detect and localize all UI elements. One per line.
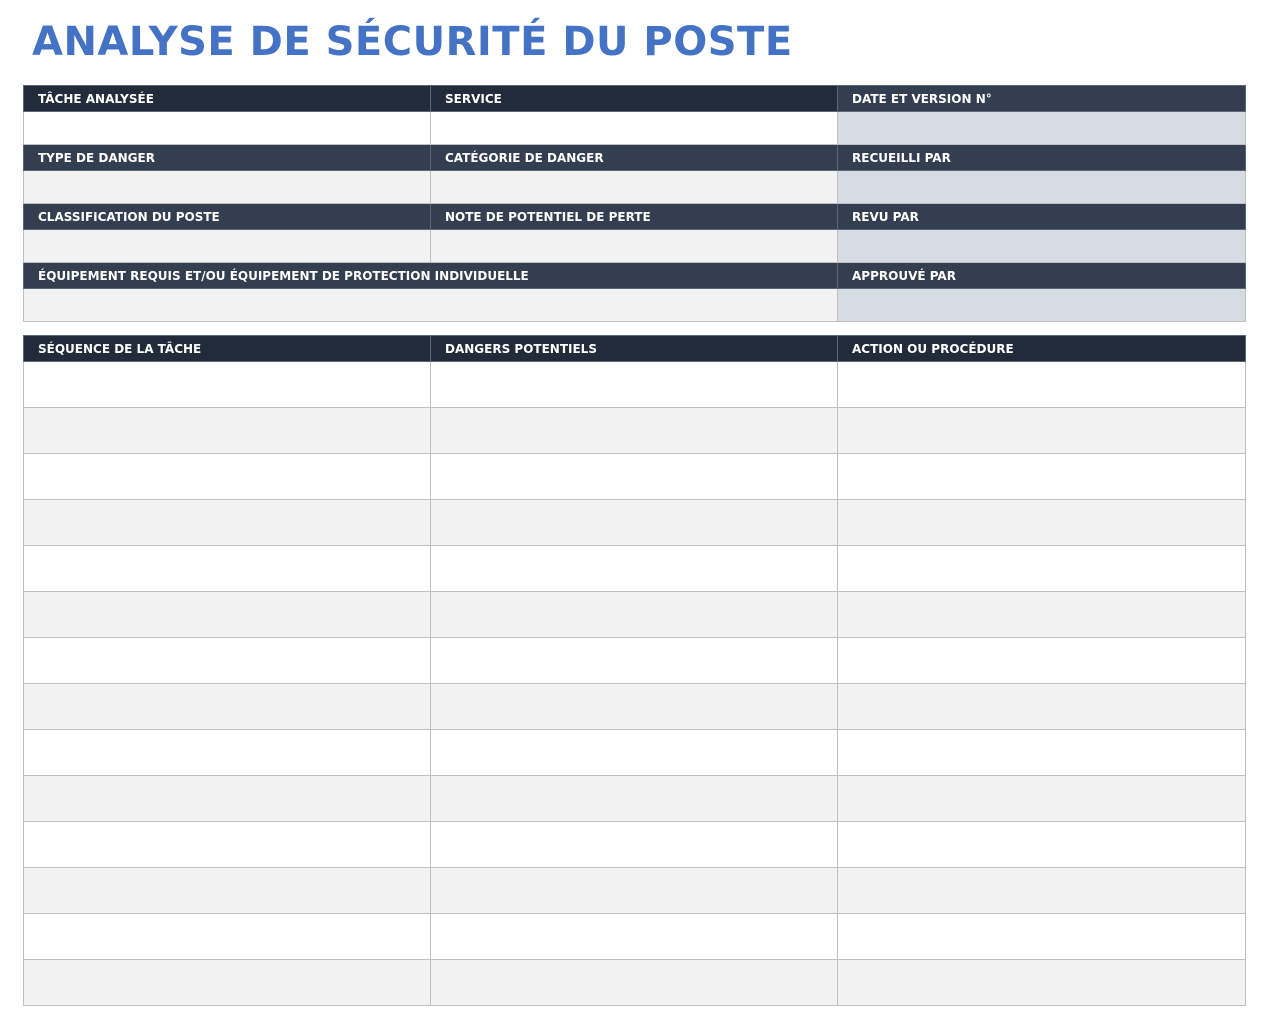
- task-sequence-cell[interactable]: [24, 822, 431, 868]
- date-version-label: DATE ET VERSION N°: [838, 86, 1246, 112]
- potential-hazards-cell[interactable]: [431, 546, 838, 592]
- task-sequence-cell[interactable]: [24, 776, 431, 822]
- table-row: [24, 730, 1246, 776]
- loss-potential-field[interactable]: [431, 230, 838, 263]
- task-sequence-cell[interactable]: [24, 454, 431, 500]
- table-row: [24, 684, 1246, 730]
- potential-hazards-header: DANGERS POTENTIELS: [431, 336, 838, 362]
- action-procedure-cell[interactable]: [838, 776, 1246, 822]
- table-row: [24, 592, 1246, 638]
- job-classification-field[interactable]: [24, 230, 431, 263]
- page-title: ANALYSE DE SÉCURITÉ DU POSTE: [32, 19, 793, 65]
- date-version-field[interactable]: [838, 112, 1246, 145]
- task-sequence-cell[interactable]: [24, 408, 431, 454]
- action-procedure-cell[interactable]: [838, 638, 1246, 684]
- action-procedure-cell[interactable]: [838, 684, 1246, 730]
- task-sequence-cell[interactable]: [24, 500, 431, 546]
- task-sequence-cell[interactable]: [24, 592, 431, 638]
- approved-by-label: APPROUVÉ PAR: [838, 263, 1246, 289]
- task-sequence-header: SÉQUENCE DE LA TÂCHE: [24, 336, 431, 362]
- action-procedure-cell[interactable]: [838, 500, 1246, 546]
- potential-hazards-cell[interactable]: [431, 362, 838, 408]
- required-equipment-label: ÉQUIPEMENT REQUIS ET/OU ÉQUIPEMENT DE PROTECTION INDIVIDUELLE: [24, 263, 838, 289]
- potential-hazards-cell[interactable]: [431, 730, 838, 776]
- task-analyzed-label: TÂCHE ANALYSÉE: [24, 86, 431, 112]
- potential-hazards-cell[interactable]: [431, 914, 838, 960]
- table-row: [24, 638, 1246, 684]
- reviewed-by-label: REVU PAR: [838, 204, 1246, 230]
- potential-hazards-cell[interactable]: [431, 868, 838, 914]
- potential-hazards-cell[interactable]: [431, 684, 838, 730]
- hazard-type-field[interactable]: [24, 171, 431, 204]
- task-sequence-cell[interactable]: [24, 362, 431, 408]
- table-row: [24, 960, 1246, 1006]
- task-steps-table: [23, 335, 1246, 1006]
- table-row: [24, 822, 1246, 868]
- action-procedure-cell[interactable]: [838, 822, 1246, 868]
- task-sequence-cell[interactable]: [24, 546, 431, 592]
- job-classification-label: CLASSIFICATION DU POSTE: [24, 204, 431, 230]
- potential-hazards-cell[interactable]: [431, 408, 838, 454]
- task-analyzed-field[interactable]: [24, 112, 431, 145]
- required-equipment-field[interactable]: [24, 289, 838, 322]
- potential-hazards-cell[interactable]: [431, 822, 838, 868]
- service-label: SERVICE: [431, 86, 838, 112]
- task-sequence-cell[interactable]: [24, 684, 431, 730]
- hazard-type-label: TYPE DE DANGER: [24, 145, 431, 171]
- action-procedure-cell[interactable]: [838, 868, 1246, 914]
- task-sequence-cell[interactable]: [24, 638, 431, 684]
- action-procedure-cell[interactable]: [838, 730, 1246, 776]
- action-procedure-cell[interactable]: [838, 454, 1246, 500]
- action-procedure-cell[interactable]: [838, 546, 1246, 592]
- collected-by-label: RECUEILLI PAR: [838, 145, 1246, 171]
- action-procedure-cell[interactable]: [838, 592, 1246, 638]
- task-sequence-cell[interactable]: [24, 730, 431, 776]
- task-sequence-cell[interactable]: [24, 960, 431, 1006]
- table-row: [24, 914, 1246, 960]
- action-procedure-cell[interactable]: [838, 362, 1246, 408]
- loss-potential-label: NOTE DE POTENTIEL DE PERTE: [431, 204, 838, 230]
- potential-hazards-cell[interactable]: [431, 776, 838, 822]
- action-procedure-cell[interactable]: [838, 960, 1246, 1006]
- approved-by-field[interactable]: [838, 289, 1246, 322]
- task-sequence-cell[interactable]: [24, 914, 431, 960]
- reviewed-by-field[interactable]: [838, 230, 1246, 263]
- potential-hazards-cell[interactable]: [431, 454, 838, 500]
- potential-hazards-cell[interactable]: [431, 500, 838, 546]
- potential-hazards-cell[interactable]: [431, 638, 838, 684]
- action-procedure-cell[interactable]: [838, 408, 1246, 454]
- action-procedure-cell[interactable]: [838, 914, 1246, 960]
- action-procedure-header: ACTION OU PROCÉDURE: [838, 336, 1246, 362]
- table-row: [24, 776, 1246, 822]
- table-row: [24, 362, 1246, 408]
- potential-hazards-cell[interactable]: [431, 960, 838, 1006]
- service-field[interactable]: [431, 112, 838, 145]
- task-steps-body: [24, 362, 1246, 1006]
- potential-hazards-cell[interactable]: [431, 592, 838, 638]
- table-row: [24, 868, 1246, 914]
- hazard-category-label: CATÉGORIE DE DANGER: [431, 145, 838, 171]
- table-row: [24, 408, 1246, 454]
- collected-by-field[interactable]: [838, 171, 1246, 204]
- table-row: [24, 454, 1246, 500]
- table-row: [24, 500, 1246, 546]
- hazard-category-field[interactable]: [431, 171, 838, 204]
- job-info-table: [23, 85, 1246, 322]
- task-sequence-cell[interactable]: [24, 868, 431, 914]
- table-row: [24, 546, 1246, 592]
